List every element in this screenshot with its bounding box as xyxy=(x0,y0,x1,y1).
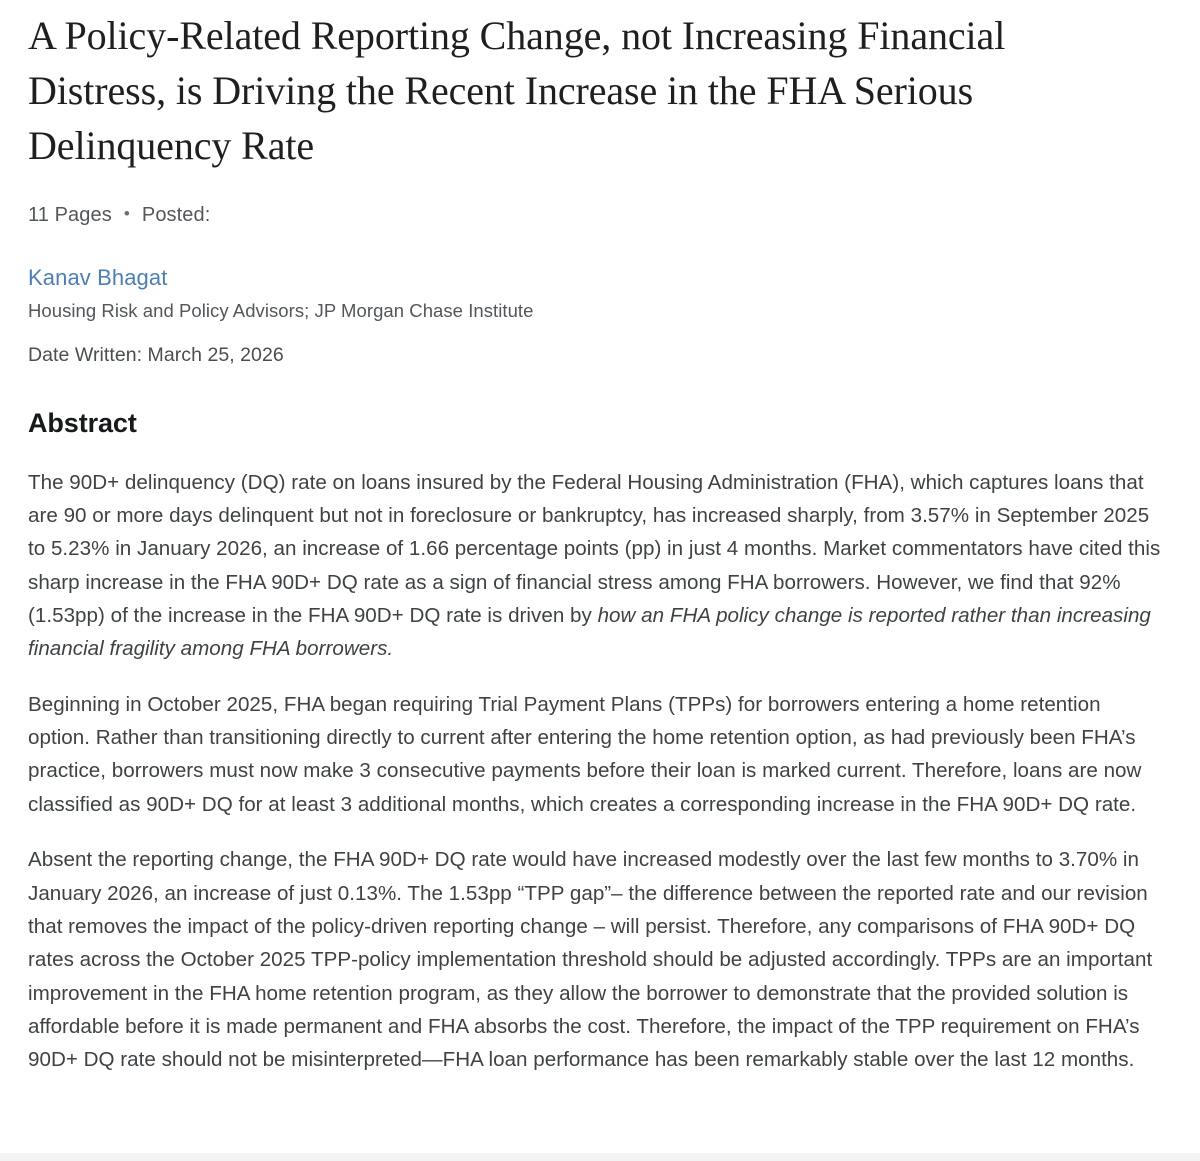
abstract-text: The 90D+ delinquency (DQ) rate on loans insured by the Federal Housing Administration (FHA), which captures loans that are 90 or more days delinquent but not in foreclosure or bankruptcy, has increased sharply, from 3.57% in September 2025 to 5.23% in January 2026, an increase of 1.66 percentage points (pp) in just 4 months. Market commentators have cited this sharp increase in the FHA 90D+ DQ rate as a sign of financial stress among FHA borrowers. However, we find that 92% (1.53pp) of the increase in the FHA 90D+ DQ rate is driven by xyxy=(28,470,1161,627)
abstract-text: Absent the reporting change, the FHA 90D+ DQ rate would have increased modestly over the last few months to 3.70% in January 2026, an increase of just 0.13%. The 1.53pp “TPP gap”– the difference between the reported rate and our revision that removes the impact of the policy-driven reporting change – will persist. Therefore, any comparisons of FHA 90D+ DQ rates across the October 2025 TPP-policy implementation threshold should be adjusted accordingly. TPPs are an important improvement in the FHA home retention program, as they allow the borrower to demonstrate that the provided solution is affordable before it is made permanent and FHA absorbs the cost. Therefore, the impact of the TPP requirement on FHA’s 90D+ DQ rate should not be misinterpreted—FHA loan performance has been remarkably stable over the last 12 months. xyxy=(28,848,1153,1072)
bullet-separator-icon: • xyxy=(123,203,130,223)
abstract-paragraph xyxy=(28,466,1166,666)
page-bottom-strip xyxy=(0,1153,1200,1161)
page-title: A Policy-Related Reporting Change, not Increasing Financial Distress, is Driving the Recent Increase in the FHA Serious Delinquency Rate xyxy=(28,13,1006,169)
posted-label: Posted: xyxy=(141,203,211,226)
author-affiliation: Housing Risk and Policy Advisors; JP Morgan Chase Institute xyxy=(28,299,534,321)
paper-meta-line xyxy=(28,204,1166,227)
abstract-text: Beginning in October 2025, FHA began requiring Trial Payment Plans (TPPs) for borrowers entering a home retention option. Rather than transitioning directly to current after entering the home retention option, as had previously been FHA’s practice, borrowers must now make 3 consecutive payments before their loan is marked current. Therefore, loans are now classified as 90D+ DQ for at least 3 additional months, which creates a corresponding increase in the FHA 90D+ DQ rate. xyxy=(28,692,1142,816)
abstract-body xyxy=(28,466,1166,1077)
abstract-paragraph xyxy=(28,688,1166,821)
page-count-label: 11 Pages xyxy=(28,203,112,226)
author-link[interactable]: Kanav Bhagat xyxy=(28,264,168,290)
date-written: Date Written: March 25, 2026 xyxy=(28,343,284,366)
abstract-heading: Abstract xyxy=(28,407,137,438)
abstract-emphasis: how an FHA policy change is reported rather than increasing financial fragility among FHA borrowers. xyxy=(28,604,1151,661)
abstract-paragraph xyxy=(28,843,1166,1077)
author-block xyxy=(28,265,1166,367)
